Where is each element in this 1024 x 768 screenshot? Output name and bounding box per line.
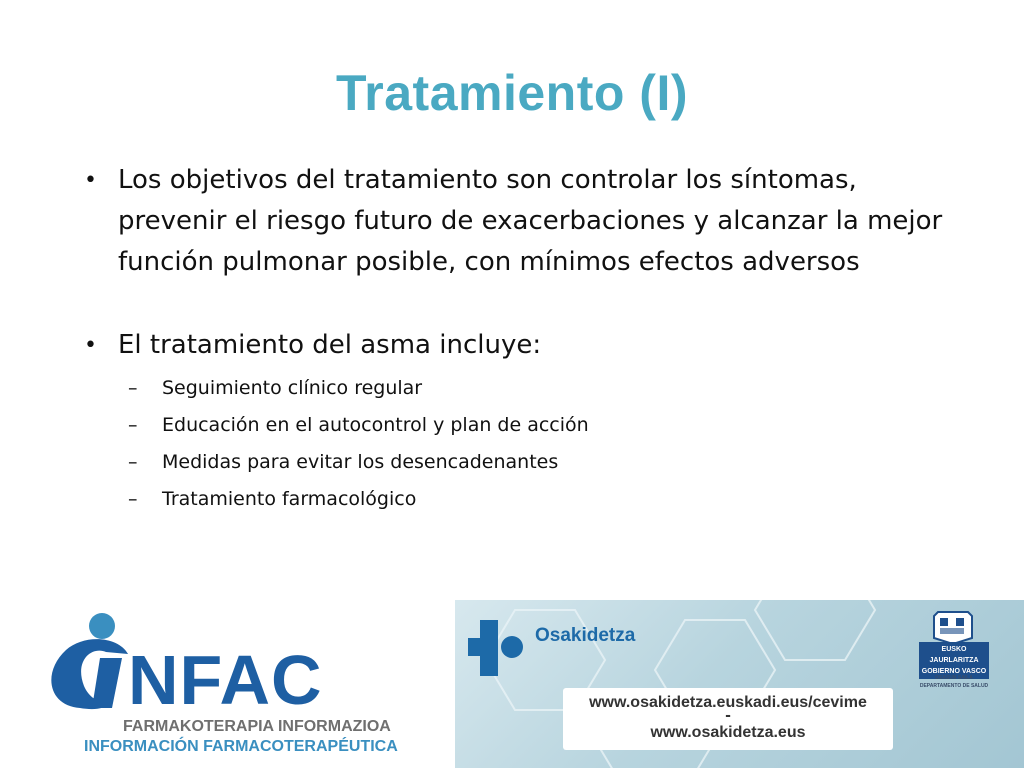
sub-marker: – [128, 377, 138, 399]
url-separator: - [725, 708, 731, 724]
gov-name-line1: EUSKO JAURLARITZA [929, 646, 979, 664]
slide-title: Tratamiento (I) [336, 65, 688, 121]
sub-item-text: Seguimiento clínico regular [162, 377, 423, 399]
sub-item [128, 370, 964, 407]
bullet-marker: • [84, 168, 97, 193]
sub-item-text: Medidas para evitar los desencadenantes [162, 451, 559, 473]
osakidetza-label: Osakidetza [535, 625, 636, 646]
sub-item [128, 407, 964, 444]
bullet-text: Los objetivos del tratamiento son controlar los síntomas, prevenir el riesgo futuro de exacerbaciones y alcanzar la mejor función pulmonar posible, con mínimos efectos adversos [118, 165, 943, 277]
url-box [563, 688, 893, 750]
sub-marker: – [128, 488, 138, 510]
infac-wordmark: NFAC [128, 641, 323, 719]
sub-item [128, 481, 964, 518]
sub-list [84, 370, 964, 518]
bullet-treatment-objectives [84, 160, 964, 283]
sub-marker: – [128, 414, 138, 436]
gov-dept-label [919, 674, 989, 690]
osakidetza-url-link[interactable]: www.osakidetza.eus [650, 724, 806, 741]
infac-tagline-eu: FARMAKOTERAPIA INFORMAZIOA [123, 718, 391, 735]
gov-name-line2: GOBIERNO VASCO [921, 668, 987, 675]
osakidetza-cross-icon [468, 620, 528, 676]
slide-content [84, 160, 964, 518]
sub-item-text: Educación en el autocontrol y plan de acción [162, 414, 589, 436]
cevime-url-link[interactable]: www.osakidetza.euskadi.eus/cevime [589, 694, 867, 711]
gov-dept-line2: DEPARTAMENTO DE SALUD [919, 683, 989, 689]
bullet-treatment-includes [84, 325, 964, 366]
sub-item [128, 444, 964, 481]
sub-marker: – [128, 451, 138, 473]
gov-dept-line1: OSASUN SAILA [935, 675, 973, 681]
bullet-text: El tratamiento del asma incluye: [118, 330, 542, 360]
sub-item-text: Tratamiento farmacológico [162, 488, 417, 510]
infac-tagline-es: INFORMACIÓN FARMACOTERAPÉUTICA [84, 738, 398, 755]
bullet-marker: • [84, 333, 97, 358]
